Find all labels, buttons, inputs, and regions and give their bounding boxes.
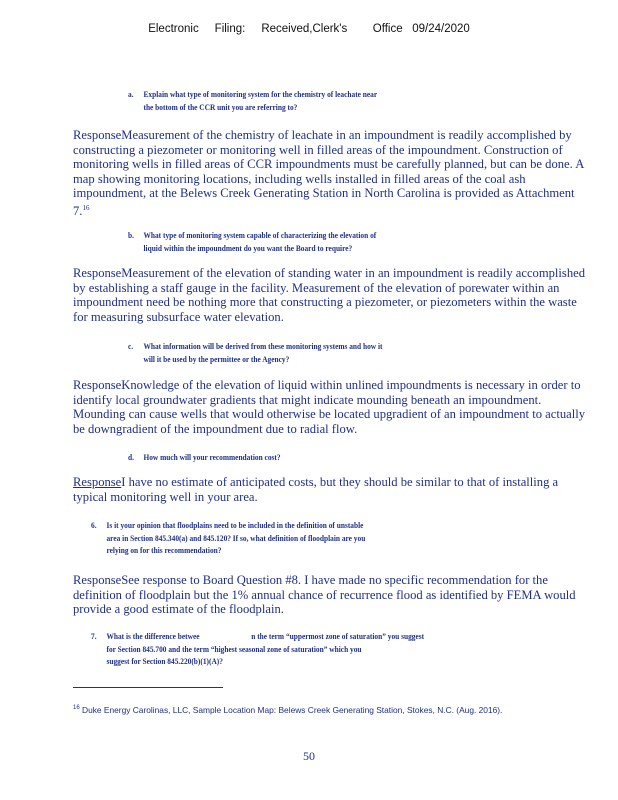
response-b [73,266,593,324]
response-d [73,475,593,504]
question-a-label: a. [128,89,134,99]
footnote-divider [73,687,223,688]
response-6-text: See response to Board Question #8. I have made no specific recommendation for the definition of floodplain but the 1% annual chance of recurrence flood as identified by FEMA would provide a good estimate of the floodplain. [73,573,576,617]
response-d-label: Response [73,475,122,489]
question-b-line1: What type of monitoring system capable of characterizing the elevation of [143,230,377,240]
response-a [73,128,593,219]
response-b-label: Response [73,266,122,280]
question-6-line2: area in Section 845.340(a) and 845.120? If so, what definition of floodplain are you [106,532,366,543]
question-6 [91,519,365,557]
question-d-line1: How much will your recommendation cost? [143,452,281,462]
question-d-label: d. [128,452,134,462]
question-c [128,340,383,365]
question-c-label: c. [128,341,134,351]
response-c-label: Response [73,378,122,392]
response-6 [73,573,593,617]
footnote-ref: 16 [82,203,90,212]
response-c [73,378,593,436]
question-c-line2: will it be used by the permittee or the Agency? [143,353,290,364]
page-number: 50 [303,749,315,763]
question-d [128,451,281,464]
filing-header: Electronic Filing: Received,Clerk's Office 09/24/2020 [148,23,470,35]
question-b [128,229,376,254]
footnote [73,702,543,716]
response-d-text: I have no estimate of anticipated costs, but they should be similar to that of installing a typical monitoring well in your area. [73,475,559,504]
question-6-line3: relying on for this recommendation? [106,545,222,555]
question-6-label: 6. [91,520,97,530]
response-a-label: Response [73,128,122,142]
question-c-line1: What information will be derived from these monitoring systems and how it [143,341,383,351]
response-a-text: Measurement of the chemistry of leachate in an impoundment is readily accomplished by constructing a piezometer or monitoring well in filled areas of the impoundment. Construction of monitoring wells in filled areas of CCR impoundments must be carefully planned, but can be done. A map showing monitoring locations, including wells installed in filled areas of the coal ash impoundment, at the Belews Creek Generating Station in North Carolina is provided as Attachment 7. [73,128,584,219]
question-7-label: 7. [91,631,97,641]
question-a-line1: Explain what type of monitoring system for the chemistry of leachate near [143,89,378,99]
footnote-number: 16 [73,705,80,711]
question-a-line2: the bottom of the CCR unit you are referring to? [143,101,298,112]
question-b-line2: liquid within the impoundment do you want the Board to require? [143,242,353,253]
question-7-line3: suggest for Section 845.220(b)(1)(A)? [106,656,223,666]
response-c-text: Knowledge of the elevation of liquid within unlined impoundments is necessary in order to identify local groundwater gradients that might indicate mounding beneath an impoundment. Mounding can cause wells that would otherwise be located upgradient of an impoundment to actually be downgradient of the impoundment due to radial flow. [73,378,586,436]
response-b-text: Measurement of the elevation of standing water in an impoundment is readily accomplished by establishing a staff gauge in the facility. Measurement of the elevation of porewater within an impoundment need be nothing more that constructing a piezometer, or piezometers within the waste for measuring subsurface water elevation. [73,266,586,324]
footnote-text: Duke Energy Carolinas, LLC, Sample Location Map: Belews Creek Generating Station, Stokes, N.C. (Aug. 2016). [79,704,503,715]
question-7-line1: What is the difference betwee n the term “uppermost zone of saturation” you suggest [106,631,425,641]
question-a [128,88,377,113]
question-b-label: b. [128,230,134,240]
question-6-line1: Is it your opinion that floodplains need to be included in the definition of unstable [106,520,364,530]
question-7-line2: for Section 845.700 and the term “highest seasonal zone of saturation” which you [106,643,362,654]
response-6-label: Response [73,573,122,587]
question-7 [91,630,424,668]
